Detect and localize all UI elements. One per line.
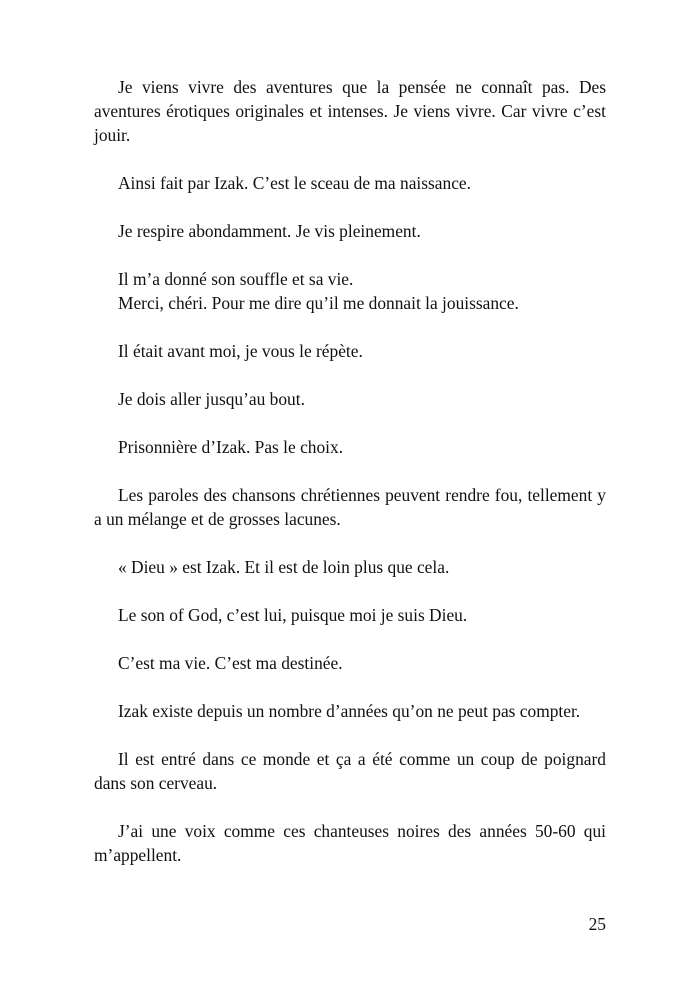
paragraph: Je dois aller jusqu’au bout. [118,389,305,409]
paragraph: Les paroles des chansons chrétiennes peuvent rendre fou, tellement y a un mélange et de grosses lacunes. [94,485,606,529]
paragraph: Je viens vivre des aventures que la pensée ne connaît pas. Des aventures érotiques originales et intenses. Je viens vivre. Car vivre c’est jouir. [94,77,606,145]
paragraph: Il est entré dans ce monde et ça a été comme un coup de poignard dans son cerveau. [94,749,606,793]
paragraph-group [94,267,606,315]
paragraph: Le son of God, c’est lui, puisque moi je suis Dieu. [118,605,468,625]
body-text [94,75,606,891]
paragraph-line: Merci, chéri. Pour me dire qu’il me donnait la jouissance. [118,293,519,313]
paragraph: C’est ma vie. C’est ma destinée. [118,653,343,673]
paragraph: Je respire abondamment. Je vis pleinement. [118,221,421,241]
paragraph: Prisonnière d’Izak. Pas le choix. [118,437,344,457]
paragraph: « Dieu » est Izak. Et il est de loin plus que cela. [118,557,450,577]
paragraph: Il était avant moi, je vous le répète. [118,341,363,361]
page-number: 25 [588,914,606,934]
paragraph: Ainsi fait par Izak. C’est le sceau de ma naissance. [118,173,471,193]
paragraph-line: Il m’a donné son souffle et sa vie. [118,269,354,289]
paragraph: J’ai une voix comme ces chanteuses noires des années 50-60 qui m’appellent. [94,821,606,865]
paragraph: Izak existe depuis un nombre d’années qu’on ne peut pas compter. [118,701,581,721]
